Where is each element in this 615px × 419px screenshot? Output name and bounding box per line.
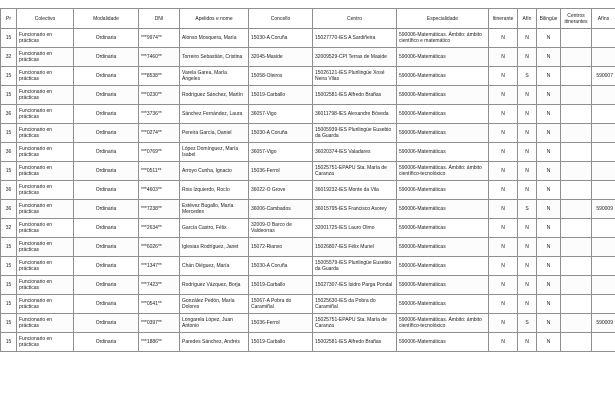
cell-afin: N [518,29,537,48]
cell-pr: 15 [1,295,17,314]
cell-dni: ***0511** [139,162,180,181]
cell-concello: 15072-Rianxo [249,238,313,257]
cell-dni: ***1347** [139,257,180,276]
table-row [1,295,615,314]
cell-modalidade: Ordinaria [74,86,139,105]
cell-afin: N [518,181,537,200]
cell-colectivo: Funcionario en prácticas [17,257,74,276]
cell-bilingue: N [537,257,561,276]
cell-colectivo: Funcionario en prácticas [17,200,74,219]
cell-pr: 36 [1,200,17,219]
cell-afins [592,86,615,105]
cell-centro: 36020374-IES Valadares [313,143,397,162]
cell-dni: ***1886** [139,333,180,352]
header-row [1,9,615,29]
cell-concello: 36057-Vigo [249,105,313,124]
table-row [1,143,615,162]
cell-bilingue: N [537,124,561,143]
cell-apelidos-nome: Paredes Sánchez, Andrés [180,333,249,352]
table-row [1,105,615,124]
header-colectivo: Colectivo [17,9,74,29]
cell-especialidade: 590006-Matemáticas [397,143,489,162]
cell-afin: N [518,86,537,105]
cell-afin: N [518,124,537,143]
cell-centro: 15025751-EPAPU Sta. María de Caranza [313,314,397,333]
cell-concello: 36022-O Grove [249,181,313,200]
cell-pr: 36 [1,105,17,124]
cell-dni: ***8538** [139,67,180,86]
cell-bilingue: N [537,86,561,105]
cell-colectivo: Funcionario en prácticas [17,219,74,238]
cell-centro: 36015795-IES Francisco Asorey [313,200,397,219]
cell-centros-itinerantes [561,124,592,143]
cell-afin: N [518,257,537,276]
cell-itinerante: N [489,314,518,333]
cell-pr: 15 [1,29,17,48]
table-row [1,238,615,257]
cell-afin: S [518,314,537,333]
cell-dni: ***7460** [139,48,180,67]
cell-centros-itinerantes [561,86,592,105]
cell-especialidade: 590006-Matemáticas [397,48,489,67]
cell-afin: N [518,333,537,352]
cell-apelidos-nome: González Pedón, María Dolores [180,295,249,314]
cell-centros-itinerantes [561,200,592,219]
cell-especialidade: 590006-Matemáticas [397,219,489,238]
cell-modalidade: Ordinaria [74,29,139,48]
cell-dni: ***0274** [139,124,180,143]
table-row [1,67,615,86]
cell-afins [592,143,615,162]
cell-pr: 15 [1,162,17,181]
cell-dni: ***9974** [139,29,180,48]
cell-especialidade: 590006-Matemáticas [397,105,489,124]
cell-modalidade: Ordinaria [74,238,139,257]
cell-colectivo: Funcionario en prácticas [17,86,74,105]
cell-concello: 36057-Vigo [249,143,313,162]
cell-dni: ***7238** [139,200,180,219]
cell-especialidade: 590006-Matemáticas [397,238,489,257]
cell-centros-itinerantes [561,143,592,162]
table-row [1,314,615,333]
cell-afins [592,238,615,257]
cell-modalidade: Ordinaria [74,124,139,143]
cell-bilingue: N [537,67,561,86]
table-row [1,162,615,181]
cell-apelidos-nome: Rodríguez Sánchez, Martín [180,86,249,105]
cell-itinerante: N [489,162,518,181]
cell-apelidos-nome: Sánchez Fernández, Laura [180,105,249,124]
table-row [1,181,615,200]
cell-colectivo: Funcionario en prácticas [17,333,74,352]
cell-apelidos-nome: Pereira García, Daniel [180,124,249,143]
cell-centros-itinerantes [561,219,592,238]
cell-concello: 15019-Carballo [249,276,313,295]
cell-colectivo: Funcionario en prácticas [17,124,74,143]
cell-afins [592,219,615,238]
cell-concello: 32009-O Barco de Valdeorras [249,219,313,238]
cell-itinerante: N [489,86,518,105]
cell-itinerante: N [489,29,518,48]
cell-afin: S [518,200,537,219]
cell-afins [592,276,615,295]
cell-centro: 15005579-IES Plurilingüe Eusebio da Guarda [313,257,397,276]
table-row [1,219,615,238]
cell-itinerante: N [489,219,518,238]
cell-afin: N [518,238,537,257]
table-row [1,29,615,48]
cell-apelidos-nome: Iglesias Rodríguez, Janet [180,238,249,257]
cell-modalidade: Ordinaria [74,295,139,314]
cell-apelidos-nome: García Castro, Félix [180,219,249,238]
cell-itinerante: N [489,181,518,200]
cell-concello: 15030-A Coruña [249,29,313,48]
cell-concello: 15030-A Coruña [249,124,313,143]
cell-pr: 15 [1,333,17,352]
cell-afins [592,181,615,200]
header-especialidade: Especialidade [397,9,489,29]
cell-dni: ***0397** [139,314,180,333]
cell-centros-itinerantes [561,67,592,86]
cell-modalidade: Ordinaria [74,276,139,295]
table-row [1,257,615,276]
cell-bilingue: N [537,333,561,352]
cell-bilingue: N [537,200,561,219]
cell-colectivo: Funcionario en prácticas [17,162,74,181]
cell-itinerante: N [489,333,518,352]
cell-afins [592,105,615,124]
cell-afins: 590009 [592,314,615,333]
cell-centros-itinerantes [561,276,592,295]
cell-centro: 15002581-IES Alfredo Brañas [313,86,397,105]
cell-afins [592,257,615,276]
cell-bilingue: N [537,181,561,200]
cell-centros-itinerantes [561,238,592,257]
cell-pr: 32 [1,48,17,67]
cell-modalidade: Ordinaria [74,181,139,200]
cell-modalidade: Ordinaria [74,333,139,352]
cell-centros-itinerantes [561,162,592,181]
cell-dni: ***4603** [139,181,180,200]
header-dni: DNI [139,9,180,29]
cell-modalidade: Ordinaria [74,105,139,124]
cell-itinerante: N [489,295,518,314]
cell-centros-itinerantes [561,181,592,200]
cell-concello: 15067-A Pobra do Caramiñal [249,295,313,314]
cell-colectivo: Funcionario en prácticas [17,67,74,86]
cell-dni: ***2634** [139,219,180,238]
cell-itinerante: N [489,276,518,295]
cell-dni: ***3736** [139,105,180,124]
cell-especialidade: 590006-Matemáticas [397,67,489,86]
cell-especialidade: 590006-Matemáticas. Ámbito: ámbito científico e matemático [397,29,489,48]
cell-pr: 15 [1,86,17,105]
cell-afin: N [518,143,537,162]
cell-apelidos-nome: Estévez Bugallo, María Mercedes [180,200,249,219]
cell-dni: ***6026** [139,238,180,257]
cell-colectivo: Funcionario en prácticas [17,181,74,200]
header-apelidos-nome: Apelidos e nome [180,9,249,29]
cell-centro: 32009529-CPI Terras de Maside [313,48,397,67]
header-modalidade: Modalidade [74,9,139,29]
cell-especialidade: 590006-Matemáticas [397,200,489,219]
cell-especialidade: 590006-Matemáticas [397,295,489,314]
cell-bilingue: N [537,48,561,67]
cell-itinerante: N [489,48,518,67]
cell-modalidade: Ordinaria [74,162,139,181]
cell-concello: 15019-Carballo [249,86,313,105]
assignment-table [0,8,615,352]
cell-itinerante: N [489,124,518,143]
header-pr: Pr [1,9,17,29]
cell-especialidade: 590006-Matemáticas [397,276,489,295]
cell-modalidade: Ordinaria [74,67,139,86]
cell-pr: 15 [1,67,17,86]
cell-centro: 15027770-IES A Sardiñeira [313,29,397,48]
cell-bilingue: N [537,219,561,238]
cell-especialidade: 590006-Matemáticas [397,86,489,105]
cell-bilingue: N [537,276,561,295]
cell-colectivo: Funcionario en prácticas [17,314,74,333]
cell-itinerante: N [489,257,518,276]
cell-concello: 36006-Cambados [249,200,313,219]
cell-afin: N [518,48,537,67]
cell-centro: 15002581-IES Alfredo Brañas [313,333,397,352]
cell-itinerante: N [489,200,518,219]
cell-concello: 15036-Ferrol [249,314,313,333]
cell-modalidade: Ordinaria [74,219,139,238]
cell-bilingue: N [537,295,561,314]
cell-colectivo: Funcionario en prácticas [17,276,74,295]
cell-especialidade: 590006-Matemáticas. Ámbito: ámbito científico-tecnolóxico [397,162,489,181]
cell-bilingue: N [537,143,561,162]
cell-afin: N [518,105,537,124]
cell-modalidade: Ordinaria [74,200,139,219]
cell-afins [592,162,615,181]
cell-centro: 36019232-IES Monte da Vila [313,181,397,200]
header-centros-itinerantes: Centros itinerantes [561,9,592,29]
cell-dni: ***0769** [139,143,180,162]
cell-afin: N [518,162,537,181]
cell-concello: 15030-A Coruña [249,257,313,276]
cell-modalidade: Ordinaria [74,257,139,276]
cell-modalidade: Ordinaria [74,48,139,67]
cell-bilingue: N [537,314,561,333]
cell-apelidos-nome: Chán Diéguez, María [180,257,249,276]
cell-afins [592,48,615,67]
cell-centros-itinerantes [561,295,592,314]
table-row [1,333,615,352]
cell-itinerante: N [489,238,518,257]
cell-afin: N [518,295,537,314]
cell-apelidos-nome: Rois Izquierdo, Rocío [180,181,249,200]
cell-dni: ***0541** [139,295,180,314]
cell-especialidade: 590006-Matemáticas [397,181,489,200]
cell-centros-itinerantes [561,29,592,48]
cell-centros-itinerantes [561,333,592,352]
header-afins: Afíns [592,9,615,29]
cell-colectivo: Funcionario en prácticas [17,29,74,48]
cell-pr: 15 [1,314,17,333]
cell-centros-itinerantes [561,48,592,67]
cell-apelidos-nome: Arroyo Cunha, Ignacio [180,162,249,181]
cell-bilingue: N [537,238,561,257]
cell-especialidade: 590006-Matemáticas [397,257,489,276]
cell-colectivo: Funcionario en prácticas [17,105,74,124]
header-bilingue: Bilingüe [537,9,561,29]
cell-especialidade: 590006-Matemáticas. Ámbito: ámbito científico-tecnolóxico [397,314,489,333]
header-itinerante: Itinerante [489,9,518,29]
header-concello: Concello [249,9,313,29]
cell-pr: 36 [1,143,17,162]
cell-afins: 590007 [592,67,615,86]
cell-pr: 36 [1,181,17,200]
cell-colectivo: Funcionario en prácticas [17,143,74,162]
cell-dni: ***0230** [139,86,180,105]
cell-concello: 15058-Oleiros [249,67,313,86]
cell-apelidos-nome: Longarela López, Juan Antonio [180,314,249,333]
cell-afins [592,29,615,48]
header-centro: Centro [313,9,397,29]
assignment-table-container [0,8,615,352]
cell-bilingue: N [537,29,561,48]
cell-concello: 15036-Ferrol [249,162,313,181]
cell-bilingue: N [537,162,561,181]
cell-centro: 36011798-IES Alexandre Bóveda [313,105,397,124]
table-body [1,29,615,352]
table-row [1,48,615,67]
cell-centro: 15005939-IES Plurilingüe Eusebio da Guarda [313,124,397,143]
cell-colectivo: Funcionario en prácticas [17,295,74,314]
cell-apelidos-nome: Varela Garea, María Ángeles [180,67,249,86]
cell-centro: 15026807-IES Félix Muriel [313,238,397,257]
cell-bilingue: N [537,105,561,124]
cell-pr: 15 [1,276,17,295]
cell-colectivo: Funcionario en prácticas [17,48,74,67]
cell-modalidade: Ordinaria [74,143,139,162]
cell-pr: 15 [1,257,17,276]
cell-apelidos-nome: Torreiro Sebastián, Cristina [180,48,249,67]
cell-itinerante: N [489,105,518,124]
cell-concello: 32045-Maside [249,48,313,67]
cell-apelidos-nome: Alonso Mosquera, María [180,29,249,48]
cell-centro: 15026121-IES Plurilingüe Xosé Neira Vilas [313,67,397,86]
cell-centro: 15025751-EPAPU Sta. María de Caranza [313,162,397,181]
cell-especialidade: 590006-Matemáticas [397,124,489,143]
table-row [1,86,615,105]
cell-itinerante: N [489,143,518,162]
cell-apelidos-nome: López Domínguez, María Isabel [180,143,249,162]
cell-colectivo: Funcionario en prácticas [17,238,74,257]
cell-afin: N [518,219,537,238]
cell-pr: 32 [1,219,17,238]
cell-centro: 15027307-IES Isidro Parga Pondal [313,276,397,295]
cell-afins [592,124,615,143]
cell-itinerante: N [489,67,518,86]
table-row [1,124,615,143]
cell-pr: 15 [1,238,17,257]
cell-especialidade: 590006-Matemáticas [397,333,489,352]
table-row [1,200,615,219]
cell-concello: 15019-Carballo [249,333,313,352]
cell-centros-itinerantes [561,314,592,333]
cell-centro: 15025630-IES da Pobra do Caramiñal [313,295,397,314]
cell-centro: 32001725-IES Lauro Olmo [313,219,397,238]
cell-afin: S [518,67,537,86]
cell-afins [592,295,615,314]
cell-centros-itinerantes [561,105,592,124]
cell-afins: 590009 [592,200,615,219]
table-row [1,276,615,295]
cell-dni: ***7423** [139,276,180,295]
cell-afin: N [518,276,537,295]
cell-apelidos-nome: Rodríguez Vázquez, Borja [180,276,249,295]
cell-afins [592,333,615,352]
cell-modalidade: Ordinaria [74,314,139,333]
header-afin: Afín [518,9,537,29]
cell-centros-itinerantes [561,257,592,276]
cell-pr: 15 [1,124,17,143]
